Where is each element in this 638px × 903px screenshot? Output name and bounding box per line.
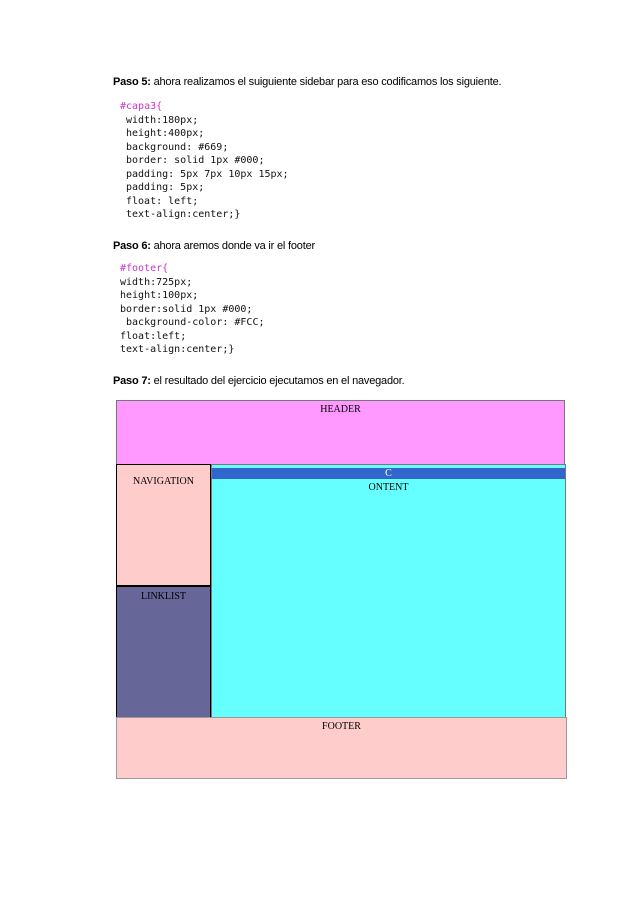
footer-label: FOOTER xyxy=(322,721,361,732)
code-line: border: solid 1px #000; xyxy=(126,155,265,166)
header-label: HEADER xyxy=(320,404,361,415)
step-6-label: Paso 6: xyxy=(113,240,151,252)
step-5-label: Paso 5: xyxy=(113,76,151,88)
code-line: background-color: #FCC; xyxy=(120,317,265,328)
code-line: float: left; xyxy=(126,195,199,207)
header-region xyxy=(116,400,565,465)
code-line: text-align:center;} xyxy=(126,209,241,220)
browser-result-screenshot xyxy=(116,400,567,791)
step-6-text: ahora aremos donde va ir el footer xyxy=(153,240,315,252)
step-7-label: Paso 7: xyxy=(113,375,151,387)
navigation-region xyxy=(116,464,211,586)
footer-code-block xyxy=(120,262,265,357)
code-line: padding: 5px 7px 10px 15px; xyxy=(126,168,289,180)
code-line: text-align:center;} xyxy=(120,344,235,355)
code-line: float:left; xyxy=(120,330,187,342)
linklist-region xyxy=(116,586,211,718)
step-7-text: el resultado del ejercicio ejecutamos en el navegador. xyxy=(153,375,405,387)
step-5-paragraph xyxy=(113,76,501,88)
step-5-text: ahora realizamos el suiguiente sidebar para eso codificamos los siguiente. xyxy=(153,76,502,88)
content-region xyxy=(211,464,566,718)
navigation-label: NAVIGATION xyxy=(133,476,194,487)
code-line: background: #669; xyxy=(126,141,229,153)
content-label xyxy=(212,465,565,493)
code-line: width:180px; xyxy=(126,114,199,126)
code-selector: #capa3{ xyxy=(120,101,163,112)
code-line: height:100px; xyxy=(120,290,199,301)
code-line: padding: 5px; xyxy=(126,182,205,193)
code-selector: #footer{ xyxy=(120,263,169,274)
footer-region xyxy=(116,717,567,779)
text-cursor-highlight: C xyxy=(212,468,565,479)
step-6-paragraph xyxy=(113,240,315,252)
step-7-paragraph xyxy=(113,375,405,387)
capa3-code-block xyxy=(120,100,289,222)
content-label-rest: ONTENT xyxy=(368,482,409,493)
code-line: width:725px; xyxy=(120,276,193,288)
linklist-label: LINKLIST xyxy=(141,591,186,602)
code-line: border:solid 1px #000; xyxy=(120,303,253,315)
code-line: height:400px; xyxy=(126,128,205,139)
